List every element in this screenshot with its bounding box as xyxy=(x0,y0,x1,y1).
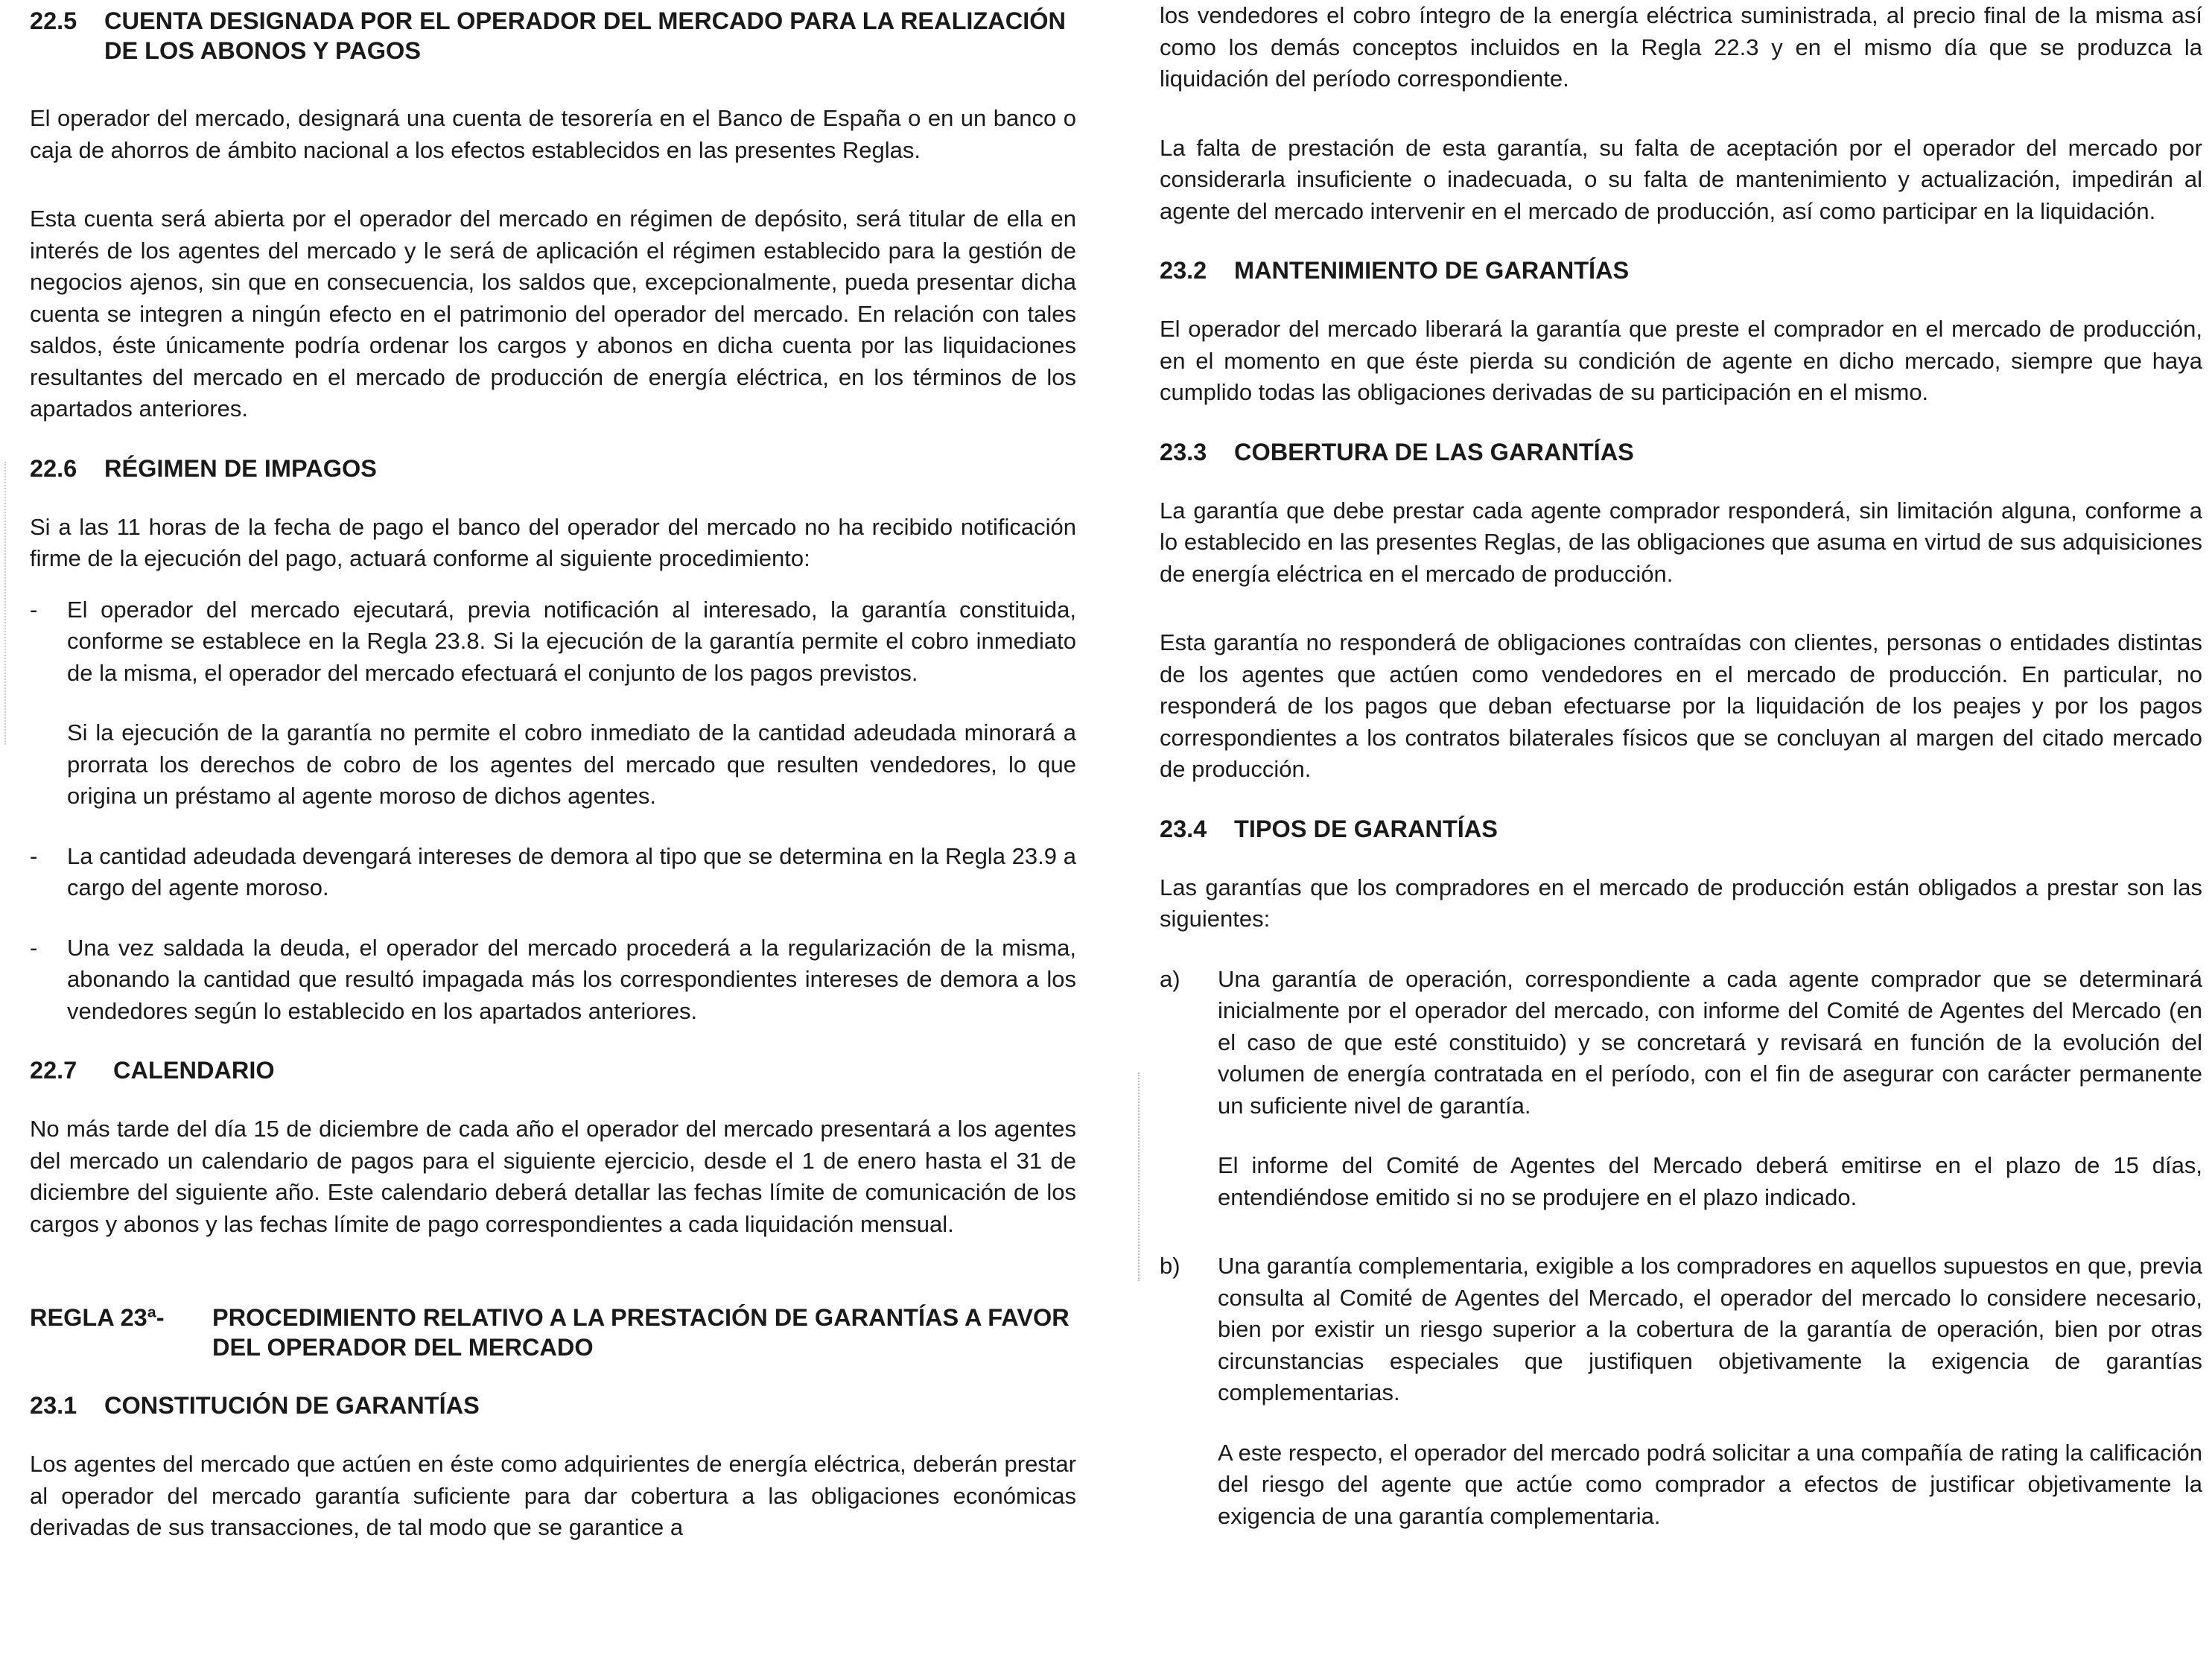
paragraph: Las garantías que los compradores en el mercado de producción están obligados a prestar son las siguientes: xyxy=(1160,874,2202,932)
section-number: 23.2 xyxy=(1160,257,1207,284)
list-marker: a) xyxy=(1160,965,1180,992)
list-item-text: El operador del mercado ejecutará, previa notificación al interesado, la garantía constituida, conforme se establece en la Regla 23.8. Si la ejecución de la garantía permite el cobro inmediato de la misma, el operador del mercado efectuará el conjunto de los pagos previstos. xyxy=(67,596,1076,686)
section-number: 23.4 xyxy=(1160,815,1207,842)
paragraph: Los agentes del mercado que actúen en éste como adquirientes de energía eléctrica, deberán prestar al operador del mercado garantía suficiente para dar cobertura a las obligaciones económicas derivadas de sus transacciones, de tal modo que se garantice a xyxy=(30,1451,1076,1540)
section-number: 22.5 xyxy=(30,7,77,34)
list-bullet: - xyxy=(30,596,38,623)
list-bullet: - xyxy=(30,934,38,961)
section-title: MANTENIMIENTO DE GARANTÍAS xyxy=(1234,257,1630,284)
paragraph: El operador del mercado liberará la garantía que preste el comprador en el mercado de producción, en el momento en que éste pierda su condición de agente en dicho mercado, siempre que haya cumplido todas las obligaciones derivadas de su participación en el mismo. xyxy=(1160,316,2202,405)
list-item-text: El informe del Comité de Agentes del Mercado deberá emitirse en el plazo de 15 días, entendiéndose emitido si no se produjere en el plazo indicado. xyxy=(1218,1152,2202,1210)
left-column xyxy=(30,6,1076,1544)
section-number: 22.6 xyxy=(30,454,77,482)
list-item xyxy=(30,841,1076,904)
section-22-6-heading xyxy=(30,454,1076,483)
section-number: 22.7 xyxy=(30,1057,77,1084)
list-marker: b) xyxy=(1160,1253,1180,1279)
list-item xyxy=(30,932,1076,1028)
scan-edge-mark xyxy=(4,462,7,745)
list-item xyxy=(30,594,1076,813)
section-title: TIPOS DE GARANTÍAS xyxy=(1234,815,1498,842)
paragraph: Esta cuenta será abierta por el operador del mercado en régimen de depósito, será titular de ella en interés de los agentes del mercado y le será de aplicación el régimen establecido para la gestión de negocios ajenos, sin que en consecuencia, los saldos que, excepcionalmente, pueda presentar dicha cuenta se integren a ningún efecto en el patrimonio del operador del mercado. En relación con tales saldos, éste únicamente podría ordenar los cargos y abonos en dicha cuenta por las liquidaciones resultantes del mercado en el mercado de producción de energía eléctrica, en los términos de los apartados anteriores. xyxy=(30,206,1076,422)
list-item xyxy=(1160,964,2202,1214)
list-item-text: Una vez saldada la deuda, el operador del mercado procederá a la regularización de la misma, abonando la cantidad que resultó impagada más los correspondientes intereses de demora a los vendedores según lo establecido en los apartados anteriores. xyxy=(67,934,1076,1024)
section-number: 23.3 xyxy=(1160,438,1207,465)
section-23-3-heading xyxy=(1160,437,2202,467)
paragraph: Esta garantía no responderá de obligaciones contraídas con clientes, personas o entidades distintas de los agentes que actúen como vendedores en el mercado de producción. En particular, no responderá de los pagos que deban efectuarse por la liquidación de los peajes y por los pagos correspondientes a los contratos bilaterales físicos que se concluyan al margen del citado mercado de producción. xyxy=(1160,629,2202,782)
paragraph-continued: los vendedores el cobro íntegro de la energía eléctrica suministrada, al precio final de la misma así como los demás conceptos incluidos en la Regla 22.3 y en el mismo día que se produzca la liquidación del período correspondiente. xyxy=(1160,2,2202,92)
section-number: 23.1 xyxy=(30,1392,77,1419)
list-item-text: Una garantía de operación, correspondiente a cada agente comprador que se determinará inicialmente por el operador del mercado, con informe del Comité de Agentes del Mercado (en el caso de que esté constituido) y se concretará y revisará en función de la evolución del volumen de energía contratada en el período, con el fin de asegurar con carácter permanente un suficiente nivel de garantía. xyxy=(1218,965,2202,1119)
rule-title: PROCEDIMIENTO RELATIVO A LA PRESTACIÓN DE GARANTÍAS A FAVOR DEL OPERADOR DEL MERCADO xyxy=(212,1304,1070,1361)
section-23-2-heading xyxy=(1160,255,2202,285)
right-column xyxy=(1160,0,2202,1532)
section-23-4-heading xyxy=(1160,814,2202,844)
section-title: COBERTURA DE LAS GARANTÍAS xyxy=(1234,438,1634,465)
section-title: CONSTITUCIÓN DE GARANTÍAS xyxy=(104,1392,480,1419)
section-title: RÉGIMEN DE IMPAGOS xyxy=(104,454,377,482)
rule-23-heading xyxy=(30,1303,1076,1362)
paragraph: La garantía que debe prestar cada agente comprador responderá, sin limitación alguna, conforme a lo establecido en las presentes Reglas, de las obligaciones que asuma en virtud de sus adquisiciones de energía eléctrica en el mercado de producción. xyxy=(1160,497,2202,587)
section-title: CALENDARIO xyxy=(113,1057,275,1084)
rule-number: REGLA 23ª- xyxy=(30,1304,165,1331)
section-22-7-heading xyxy=(30,1055,1076,1085)
paragraph: El operador del mercado, designará una cuenta de tesorería en el Banco de España o en un banco o caja de ahorros de ámbito nacional a los efectos establecidos en las presentes Reglas. xyxy=(30,105,1076,163)
paragraph: Si a las 11 horas de la fecha de pago el banco del operador del mercado no ha recibido notificación firme de la ejecución del pago, actuará conforme al siguiente procedimiento: xyxy=(30,513,1076,571)
section-22-5-heading xyxy=(30,6,1076,66)
paragraph: La falta de prestación de esta garantía, su falta de aceptación por el operador del mercado por considerarla insuficiente o inadecuada, o su falta de mantenimiento y actualización, impedirán al agente del mercado intervenir en el mercado de producción, así como participar en la liquidación. xyxy=(1160,134,2202,224)
section-23-1-heading xyxy=(30,1391,1076,1420)
paragraph: No más tarde del día 15 de diciembre de cada año el operador del mercado presentará a los agentes del mercado un calendario de pagos para el siguiente ejercicio, desde el 1 de enero hasta el 31 de diciembre del siguiente año. Este calendario deberá detallar las fechas límite de comunicación de los cargos y abonos y las fechas límite de pago correspondientes a cada liquidación mensual. xyxy=(30,1116,1076,1237)
list-item-text: A este respecto, el operador del mercado podrá solicitar a una compañía de rating la calificación del riesgo del agente que actúe como comprador a efectos de justificar objetivamente la exigencia de una garantía complementaria. xyxy=(1218,1439,2202,1529)
section-title: CUENTA DESIGNADA POR EL OPERADOR DEL MERCADO PARA LA REALIZACIÓN DE LOS ABONOS Y PAGOS xyxy=(104,7,1067,64)
list-item-text: Una garantía complementaria, exigible a los compradores en aquellos supuestos en que, previa consulta al Comité de Agentes del Mercado, el operador del mercado lo considere necesario, bien por existir un riesgo superior a la cobertura de la garantía de operación, bien por otras circunstancias especiales que justifiquen objetivamente la exigencia de garantías complementarias. xyxy=(1218,1253,2202,1405)
list-bullet: - xyxy=(30,842,38,869)
list-item-text: Si la ejecución de la garantía no permite el cobro inmediato de la cantidad adeudada minorará a prorrata los derechos de cobro de los agentes del mercado que resulten vendedores, lo que origina un préstamo al agente moroso de dichos agentes. xyxy=(67,719,1076,809)
list-item xyxy=(1160,1250,2202,1532)
list-item-text: La cantidad adeudada devengará intereses de demora al tipo que se determina en la Regla 23.9 a cargo del agente moroso. xyxy=(67,842,1076,900)
scan-edge-mark xyxy=(1138,1072,1140,1281)
